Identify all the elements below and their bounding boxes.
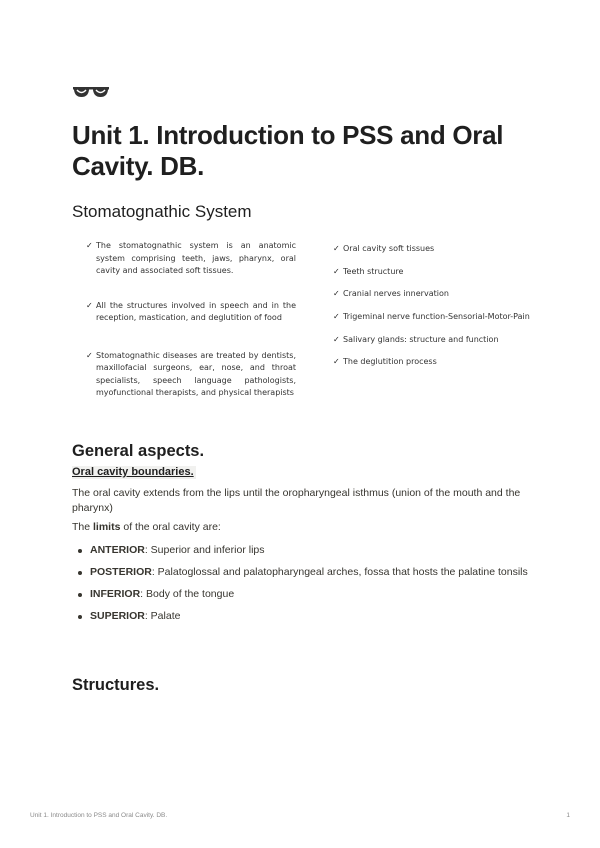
sunglasses-icon — [72, 84, 110, 100]
limit-text: : Superior and inferior lips — [144, 544, 265, 556]
limits-paragraph — [72, 520, 542, 535]
list-item: ✓ All the structures involved in speech and in the reception, mastication, and deglutition of food — [86, 300, 296, 325]
section-heading-general-aspects: General aspects. — [72, 442, 205, 460]
limit-label: POSTERIOR — [90, 566, 152, 578]
limit-label: ANTERIOR — [90, 544, 145, 556]
list-item — [72, 543, 542, 558]
intro-paragraph: The oral cavity extends from the lips until the oropharyngeal isthmus (union of the mouth and the pharynx) — [72, 487, 521, 514]
stomatognathic-left-list — [86, 240, 296, 400]
list-item: ✓ The stomatognathic system is an anatomic system comprising teeth, jaws, pharynx, oral cavity and associated soft tissues. — [86, 240, 296, 278]
list-item: ✓ The deglutition process — [333, 356, 553, 368]
limit-text: : Palatoglossal and palatopharyngeal arches, fossa that hosts the palatine tonsils — [151, 566, 528, 578]
section-heading-stomatognathic: Stomatognathic System — [72, 202, 252, 221]
limits-bold: limits — [93, 521, 121, 533]
limit-text: : Palate — [144, 610, 181, 622]
limits-prefix: The — [72, 521, 94, 533]
subheading-oral-cavity-boundaries: Oral cavity boundaries. — [72, 466, 194, 478]
stomatognathic-right-list — [333, 243, 553, 379]
list-item — [72, 565, 542, 580]
list-item: ✓ Trigeminal nerve function-Sensorial-Motor-Pain — [333, 311, 553, 323]
section-heading-structures: Structures. — [72, 676, 160, 694]
limits-suffix: of the oral cavity are: — [120, 521, 221, 533]
footer-title: Unit 1. Introduction to PSS and Oral Cavity. DB. — [30, 812, 168, 819]
footer-page-number: 1 — [566, 812, 570, 819]
list-item: ✓ Stomatognathic diseases are treated by dentists, maxillofacial surgeons, ear, nose, and throat specialists, speech language pathologists, myofunctional therapists, and physical therapists — [86, 350, 296, 400]
list-item: ✓ Oral cavity soft tissues — [333, 243, 553, 255]
list-item: ✓ Salivary glands: structure and function — [333, 334, 553, 346]
limit-label: SUPERIOR — [90, 610, 145, 622]
limits-list — [72, 543, 542, 631]
list-item — [72, 587, 542, 602]
list-item — [72, 609, 542, 624]
list-item: ✓ Cranial nerves innervation — [333, 288, 553, 300]
list-item: ✓ Teeth structure — [333, 266, 553, 278]
limit-label: INFERIOR — [90, 588, 141, 600]
limit-text: : Body of the tongue — [140, 588, 235, 600]
page-title: Unit 1. Introduction to PSS and Oral Cavity. DB. — [72, 120, 504, 181]
